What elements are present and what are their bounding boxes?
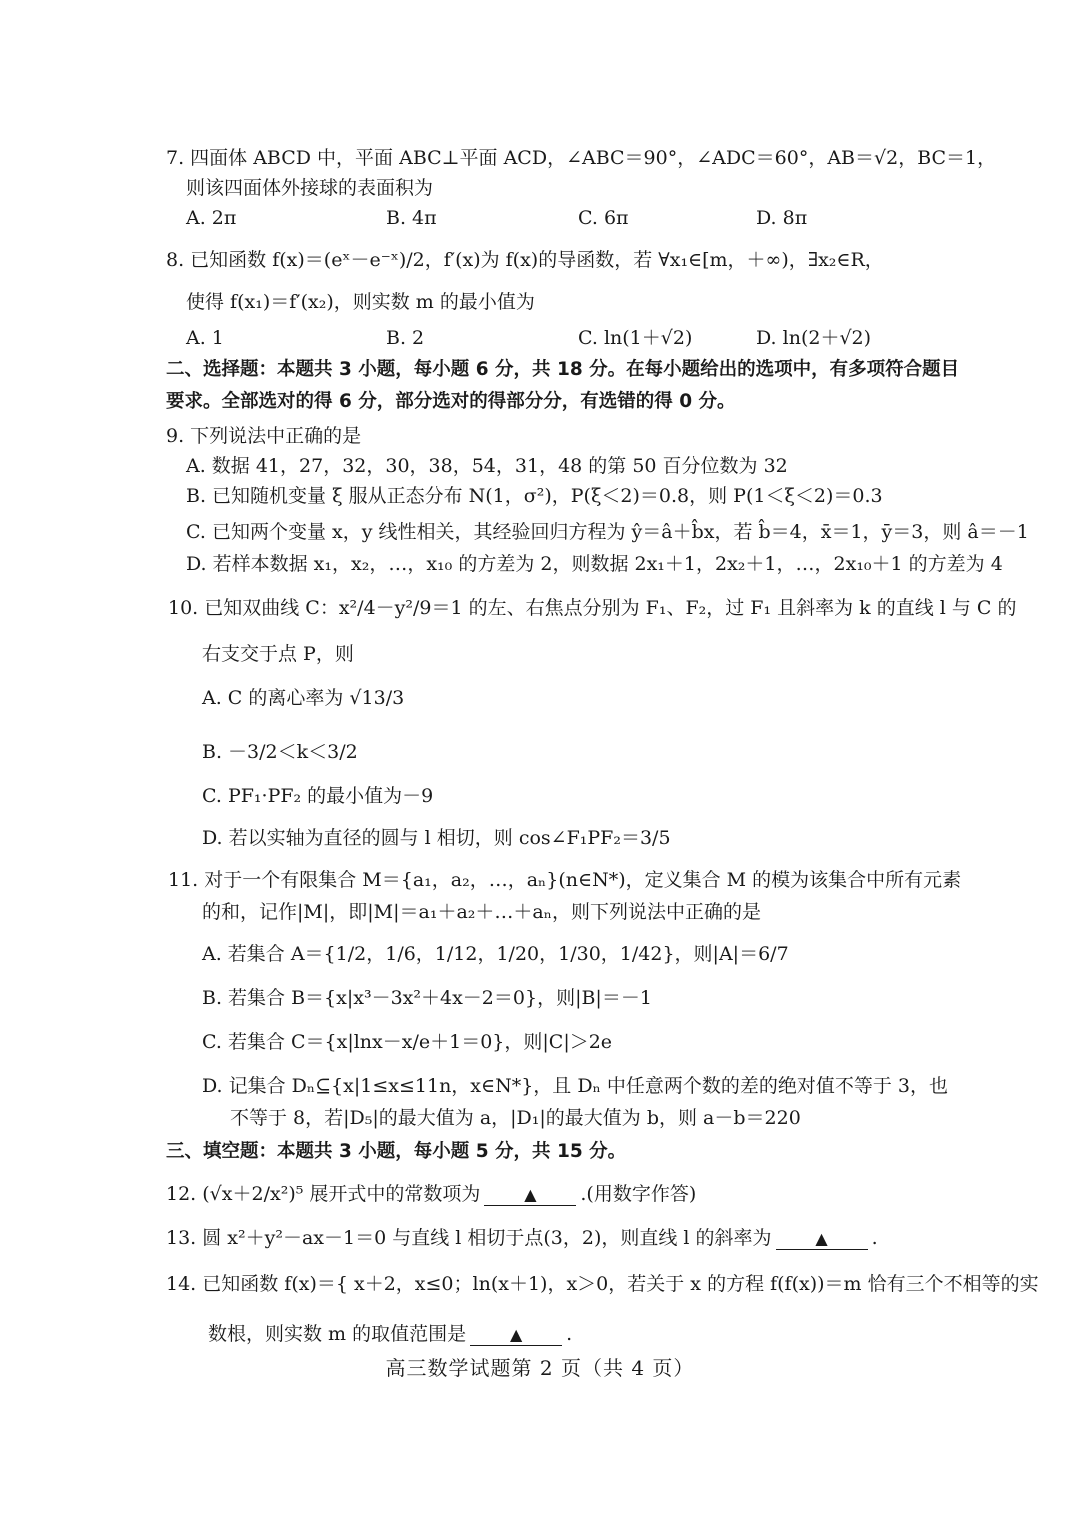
q14-end: . bbox=[566, 1323, 573, 1345]
q11-stem-line1: 11. 对于一个有限集合 M＝{a₁，a₂，…，aₙ}(n∈N*)，定义集合 M 的模为该集合中所有元素 bbox=[168, 869, 962, 891]
q13-answer-blank[interactable] bbox=[776, 1228, 868, 1250]
q9-stem: 9. 下列说法中正确的是 bbox=[166, 425, 362, 447]
q12-line bbox=[166, 1182, 696, 1206]
q8-option-b: B. 2 bbox=[386, 327, 425, 349]
section-2-heading: 二、选择题：本题共 3 小题，每小题 6 分，共 18 分。在每小题给出的选项中，有多项符合题目 bbox=[166, 359, 960, 380]
q8-option-d: D. ln(2＋√2) bbox=[756, 327, 872, 349]
q8-stem-line2: 使得 f(x₁)＝f′(x₂)，则实数 m 的最小值为 bbox=[186, 291, 535, 313]
q7-option-a: A. 2π bbox=[186, 207, 237, 229]
q10-option-a: A. C 的离心率为 √13/3 bbox=[202, 687, 405, 709]
q12-stem: 12. (√x＋2/x²)⁵ 展开式中的常数项为 bbox=[166, 1183, 481, 1205]
q11-option-c: C. 若集合 C＝{x|lnx－x/e＋1＝0}，则|C|＞2e bbox=[202, 1031, 613, 1053]
q8-stem-line1: 8. 已知函数 f(x)＝(eˣ－e⁻ˣ)/2，f′(x)为 f(x)的导函数，若 ∀x₁∈[m，＋∞)，∃x₂∈R， bbox=[166, 249, 884, 271]
q11-stem-line2: 的和，记作|M|，即|M|＝a₁＋a₂＋…＋aₙ，则下列说法中正确的是 bbox=[202, 901, 761, 923]
q7-option-d: D. 8π bbox=[756, 207, 808, 229]
triangle-marker-icon: ▲ bbox=[509, 1325, 523, 1344]
q7-option-b: B. 4π bbox=[386, 207, 437, 229]
q7-stem-line1: 7. 四面体 ABCD 中，平面 ABC⊥平面 ACD，∠ABC＝90°，∠ADC＝60°，AB＝√2，BC＝1， bbox=[166, 147, 997, 169]
triangle-marker-icon: ▲ bbox=[815, 1229, 828, 1248]
triangle-marker-icon: ▲ bbox=[524, 1185, 537, 1204]
q9-option-c: C. 已知两个变量 x，y 线性相关，其经验回归方程为 ŷ＝â＋b̂x，若 b̂＝4，x̄＝1，ȳ＝3，则 â＝－1 bbox=[186, 521, 1029, 543]
q13-stem: 13. 圆 x²＋y²－ax－1＝0 与直线 l 相切于点(3，2)，则直线 l 的斜率为 bbox=[166, 1227, 772, 1249]
page-footer: 高三数学试题第 2 页（共 4 页） bbox=[385, 1356, 695, 1380]
q11-option-d: D. 记集合 Dₙ⊆{x|1≤x≤11n，x∈N*}，且 Dₙ 中任意两个数的差的绝对值不等于 3，也 bbox=[202, 1075, 948, 1097]
q10-option-d: D. 若以实轴为直径的圆与 l 相切，则 cos∠F₁PF₂＝3/5 bbox=[202, 827, 671, 849]
q10-stem-line2: 右支交于点 P，则 bbox=[202, 643, 354, 665]
q11-option-b: B. 若集合 B＝{x|x³－3x²＋4x－2＝0}，则|B|＝－1 bbox=[202, 987, 652, 1009]
q13-line bbox=[166, 1226, 878, 1250]
q9-option-b: B. 已知随机变量 ξ 服从正态分布 N(1，σ²)，P(ξ＜2)＝0.8，则 P(1＜ξ＜2)＝0.3 bbox=[186, 485, 883, 507]
q14-answer-blank[interactable] bbox=[470, 1324, 562, 1346]
q9-option-a: A. 数据 41，27，32，30，38，54，31，48 的第 50 百分位数为 32 bbox=[186, 455, 788, 477]
q8-option-a: A. 1 bbox=[186, 327, 224, 349]
q14-stem-line1: 14. 已知函数 f(x)＝{ x＋2，x≤0；ln(x＋1)，x＞0，若关于 x 的方程 f(f(x))＝m 恰有三个不相等的实 bbox=[166, 1273, 1039, 1295]
q7-stem-line2: 则该四面体外接球的表面积为 bbox=[186, 177, 434, 199]
q14-line2 bbox=[208, 1322, 572, 1346]
q12-answer-blank[interactable] bbox=[484, 1184, 576, 1206]
q12-note: .(用数字作答) bbox=[580, 1183, 697, 1205]
q13-end: . bbox=[871, 1227, 878, 1249]
q10-option-c: C. PF₁·PF₂ 的最小值为－9 bbox=[202, 785, 434, 807]
q10-stem-line1: 10. 已知双曲线 C：x²/4－y²/9＝1 的左、右焦点分别为 F₁、F₂，过 F₁ 且斜率为 k 的直线 l 与 C 的 bbox=[168, 597, 1017, 619]
section-3-heading: 三、填空题：本题共 3 小题，每小题 5 分，共 15 分。 bbox=[166, 1141, 627, 1162]
q11-option-a: A. 若集合 A＝{1/2，1/6，1/12，1/20，1/30，1/42}，则|A|＝6/7 bbox=[202, 943, 789, 965]
q14-stem-line2: 数根，则实数 m 的取值范围是 bbox=[208, 1323, 467, 1345]
q8-option-c: C. ln(1＋√2) bbox=[578, 327, 693, 349]
q7-option-c: C. 6π bbox=[578, 207, 629, 229]
q11-option-d-cont: 不等于 8，若|D₅|的最大值为 a，|D₁|的最大值为 b，则 a－b＝220 bbox=[230, 1107, 801, 1129]
q10-option-b: B. －3/2＜k＜3/2 bbox=[202, 741, 358, 763]
section-2-heading-cont: 要求。全部选对的得 6 分，部分选对的得部分分，有选错的得 0 分。 bbox=[166, 391, 736, 412]
q9-option-d: D. 若样本数据 x₁，x₂，…，x₁₀ 的方差为 2，则数据 2x₁＋1，2x₂＋1，…，2x₁₀＋1 的方差为 4 bbox=[186, 553, 1003, 575]
